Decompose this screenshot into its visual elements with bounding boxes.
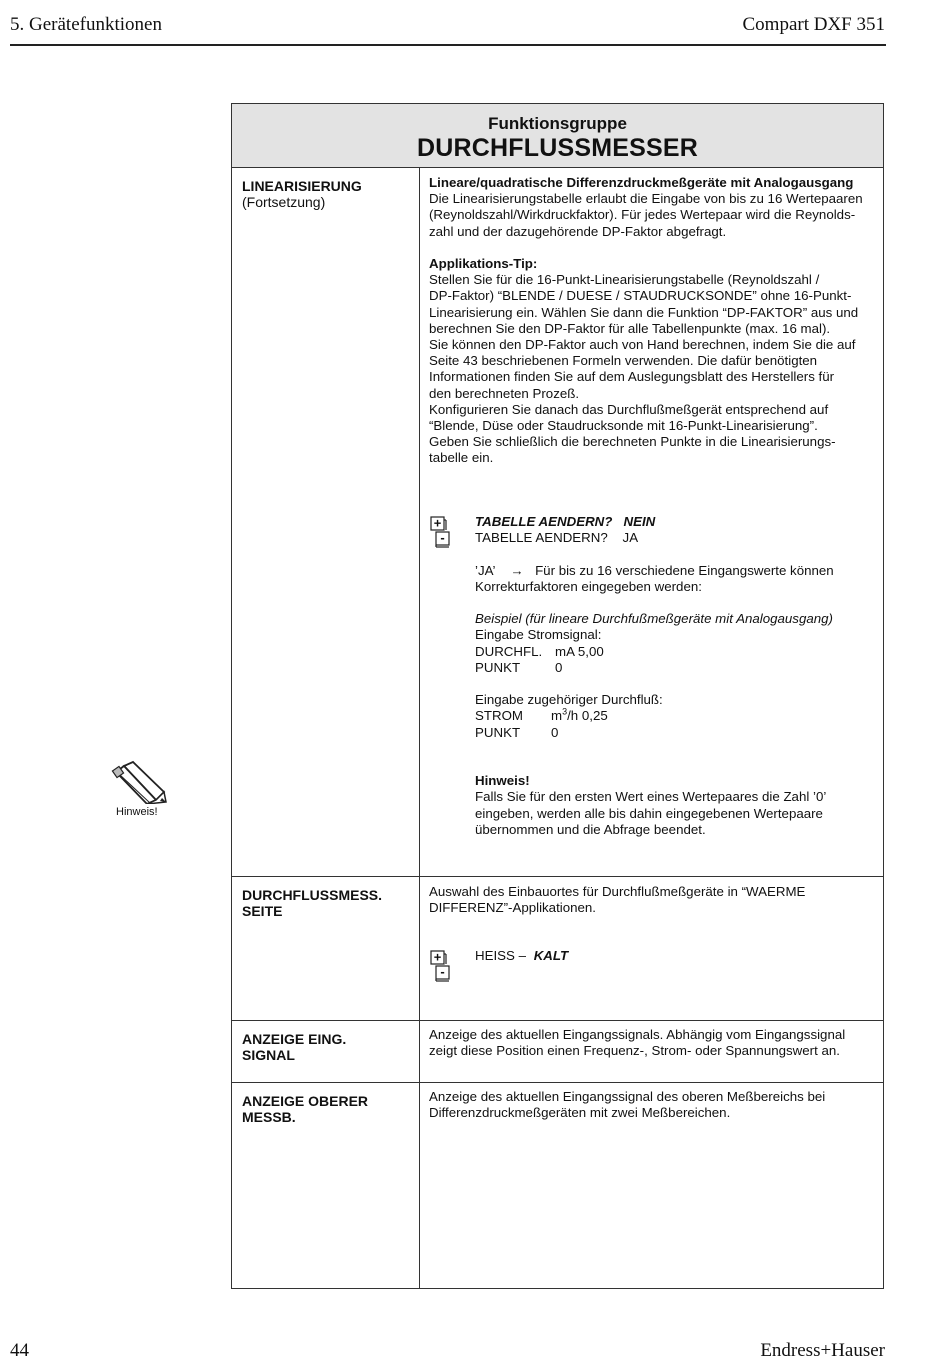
punkt-value: 0	[551, 724, 559, 740]
plus-minus-key-icon	[430, 950, 452, 984]
intro-line: zahl und der dazugehörende DP-Faktor abgefragt.	[429, 223, 727, 239]
note-line: Falls Sie für den ersten Wert eines Wertepaares die Zahl ’0’	[475, 789, 827, 805]
tip-line: Geben Sie schließlich die berechneten Punkte in die Linearisierungs-	[429, 434, 836, 450]
upper-range-label-line-2: MESSB.	[242, 1109, 296, 1125]
linearization-sublabel: (Fortsetzung)	[242, 194, 326, 210]
linearization-label: LINEARISIERUNG	[242, 178, 362, 194]
ja-explanation-line	[475, 563, 875, 579]
brand-name: Endress+Hauser	[760, 1340, 885, 1361]
tip-line: Konfigurieren Sie danach das Durchflußmeßgerät entsprechend auf	[429, 401, 829, 417]
durchfl-row	[475, 644, 875, 660]
option-kalt-selected: KALT	[533, 948, 569, 963]
row-divider	[232, 1082, 883, 1083]
punkt-value: 0	[555, 659, 563, 675]
option-alternative: TABELLE AENDERN? JA	[475, 530, 639, 546]
column-divider	[419, 167, 420, 1289]
input-signal-text-line: Anzeige des aktuellen Eingangssignals. Abhängig vom Eingangssignal	[429, 1027, 846, 1042]
side-text-line: Auswahl des Einbauortes für Durchflußmeßgeräte in “WAERME	[429, 884, 806, 899]
table-edit-options	[475, 514, 875, 838]
tip-line: Informationen finden Sie auf dem Auslegungsblatt des Herstellers für	[429, 369, 835, 385]
linearization-description	[429, 175, 875, 467]
product-name: Compart DXF 351	[742, 14, 885, 35]
tip-line: Linearisierung ein. Wählen Sie dann die Funktion “DP-FAKTOR” aus und	[429, 304, 859, 320]
example-title: Beispiel (für lineare Durchfußmeßgeräte mit Analogausgang)	[475, 611, 833, 627]
minus-key-glyph: -	[440, 964, 445, 979]
intro-line: Die Linearisierungstabelle erlaubt die Eingabe von bis zu 16 Wertepaaren	[429, 191, 863, 207]
plus-key-glyph: +	[433, 516, 442, 531]
row-divider	[232, 876, 883, 877]
tip-title: Applikations-Tip:	[429, 256, 538, 271]
input-signal-label-cell	[242, 1031, 346, 1063]
input-signal-label-line-1: ANZEIGE EING.	[242, 1031, 347, 1047]
function-group-header	[232, 104, 883, 168]
tip-line: “Blende, Düse oder Staudrucksonde mit 16-Punkt-Linearisierung”.	[429, 418, 818, 434]
function-group-label: Funktionsgruppe	[488, 114, 627, 133]
arrow-right-icon: →	[510, 562, 524, 578]
side-description	[429, 884, 875, 916]
strom-value-text: /h 0,25	[567, 708, 608, 724]
upper-range-text-line: Differenzdruckmeßgeräten mit zwei Meßbereichen.	[429, 1105, 731, 1121]
durchfl-value: mA 5,00	[555, 643, 604, 659]
chapter-title: 5. Gerätefunktionen	[10, 14, 162, 35]
upper-range-text-line: Anzeige des aktuellen Eingangssignal des oberen Meßbereichs bei	[429, 1089, 826, 1104]
strom-unit-exponent: 3	[562, 706, 568, 717]
side-label-line-2: SEITE	[242, 903, 283, 919]
side-label-cell	[242, 887, 382, 919]
strom-value	[551, 708, 608, 724]
strom-row	[475, 708, 875, 724]
ja-explanation-text-2: Korrekturfaktoren eingegeben werden:	[475, 578, 702, 594]
punkt-label: PUNKT	[475, 659, 521, 675]
tip-line: den berechneten Prozeß.	[429, 385, 580, 401]
function-group-table	[231, 103, 884, 1289]
function-group-name: DURCHFLUSSMESSER	[417, 134, 698, 162]
input-signal-description	[429, 1027, 875, 1059]
tip-line: Seite 43 beschriebenen Formeln verwenden. Die dafür benötigten	[429, 353, 818, 369]
tip-line: Sie können den DP-Faktor auch von Hand berechnen, indem Sie die auf	[429, 337, 856, 353]
punkt-row	[475, 660, 875, 676]
upper-range-description	[429, 1089, 875, 1121]
side-text-line: DIFFERENZ”-Applikationen.	[429, 900, 596, 916]
option-heiss: HEISS –	[475, 948, 526, 963]
plus-minus-key-icon	[430, 516, 452, 550]
minus-key-glyph: -	[440, 530, 445, 545]
note-line: eingeben, werden alle bis dahin eingegebenen Wertepaare	[475, 805, 823, 821]
upper-range-label-cell	[242, 1093, 368, 1125]
row-divider	[232, 1020, 883, 1021]
header-rule	[10, 44, 886, 46]
note-title: Hinweis!	[475, 773, 530, 789]
strom-label: STROM	[475, 708, 524, 724]
plus-key-glyph: +	[433, 950, 442, 965]
input-signal-label-line-2: SIGNAL	[242, 1047, 295, 1063]
option-selected: TABELLE AENDERN? NEIN	[475, 514, 656, 529]
tip-line: Stellen Sie für die 16-Punkt-Linearisierungstabelle (Reynoldszahl /	[429, 272, 820, 288]
tip-line: berechnen Sie den DP-Faktor für alle Tabellenpunkte (max. 16 mal).	[429, 320, 831, 336]
pencil-note-icon	[110, 758, 168, 804]
ja-key: ’JA’	[475, 562, 495, 578]
note-line: übernommen und die Abfrage beendet.	[475, 821, 706, 837]
flow-input-title: Eingabe zugehöriger Durchfluß:	[475, 692, 663, 708]
side-label-line-1: DURCHFLUSSMESS.	[242, 887, 383, 903]
tip-line: DP-Faktor) “BLENDE / DUESE / STAUDRUCKSONDE” ohne 16-Punkt-	[429, 288, 852, 304]
punkt-label: PUNKT	[475, 724, 521, 740]
upper-range-label-line-1: ANZEIGE OBERER	[242, 1093, 369, 1109]
durchfl-label: DURCHFL.	[475, 643, 543, 659]
linearization-heading: Lineare/quadratische Differenzdruckmeßgeräte mit Analogausgang	[429, 175, 854, 190]
current-input-title: Eingabe Stromsignal:	[475, 627, 602, 643]
ja-explanation-text: Für bis zu 16 verschiedene Eingangswerte können	[535, 562, 834, 578]
side-options	[475, 948, 875, 964]
page-number: 44	[10, 1340, 29, 1361]
punkt-row	[475, 725, 875, 741]
note-icon-label: Hinweis!	[116, 806, 158, 818]
strom-unit: m	[551, 708, 563, 724]
linearization-label-cell	[242, 178, 362, 210]
intro-line: (Reynoldszahl/Wirkdruckfaktor). Für jedes Wertepaar wird die Reynolds-	[429, 207, 856, 223]
input-signal-text-line: zeigt diese Position einen Frequenz-, Strom- oder Spannungswert an.	[429, 1043, 840, 1059]
tip-line: tabelle ein.	[429, 450, 494, 466]
